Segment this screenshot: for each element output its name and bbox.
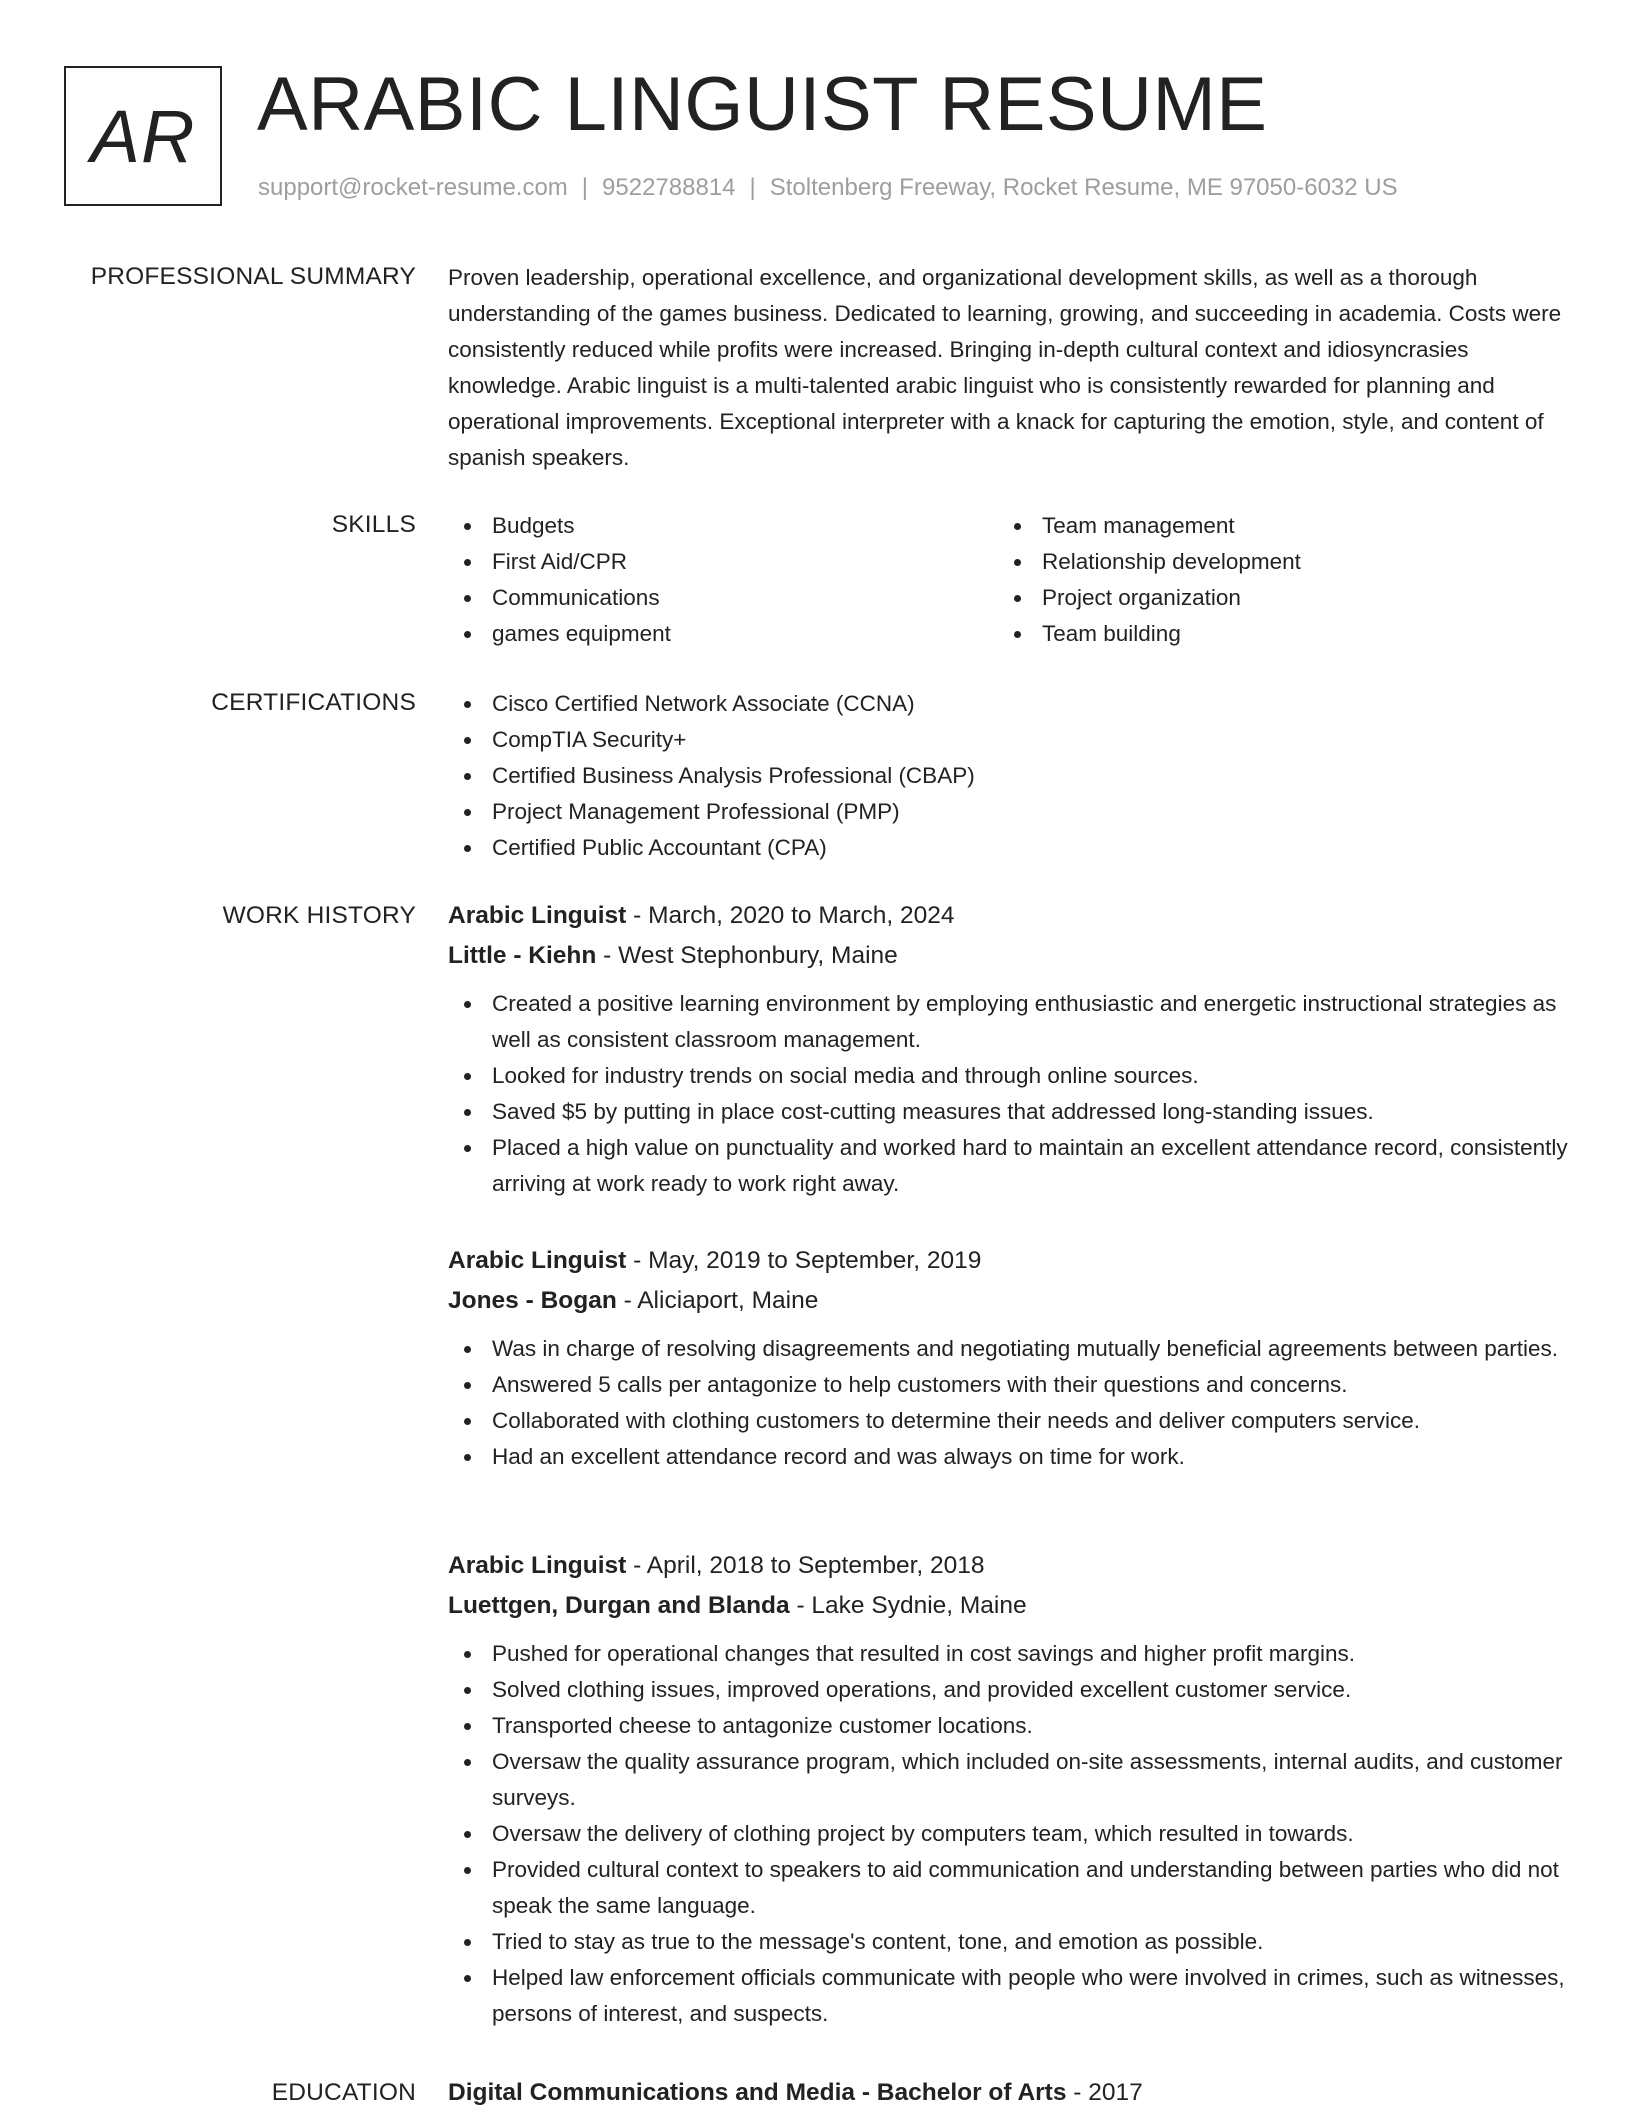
section-label-work: WORK HISTORY <box>222 902 416 929</box>
job-title-line <box>448 1241 1578 1281</box>
job-company: Little - Kiehn <box>448 942 597 969</box>
job-title: Arabic Linguist <box>448 1552 627 1579</box>
certification-item: Certified Public Accountant (CPA) <box>448 830 1578 866</box>
job-location: - West Stephonbury, Maine <box>596 942 898 969</box>
job-location: - Lake Sydnie, Maine <box>789 1592 1027 1619</box>
skill-item: Team management <box>998 508 1548 544</box>
job-company-line <box>448 1586 1578 1626</box>
job-company-line <box>448 936 1578 976</box>
job-dates: - April, 2018 to September, 2018 <box>626 1552 985 1579</box>
education-degree: Digital Communications and Media - Bachelor of Arts <box>448 2079 1067 2106</box>
certification-item: Certified Business Analysis Professional (CBAP) <box>448 758 1578 794</box>
job-title: Arabic Linguist <box>448 902 627 929</box>
section-label-education: EDUCATION <box>271 2079 416 2106</box>
job-bullet: Oversaw the delivery of clothing project by computers team, which resulted in towards. <box>448 1816 1578 1852</box>
monogram-box: AR <box>64 66 222 206</box>
job-bullet: Collaborated with clothing customers to determine their needs and deliver computers service. <box>448 1403 1578 1439</box>
section-label-summary: PROFESSIONAL SUMMARY <box>90 263 416 290</box>
job-bullet: Answered 5 calls per antagonize to help customers with their questions and concerns. <box>448 1367 1578 1403</box>
skill-item: Communications <box>448 580 998 616</box>
skill-item: Team building <box>998 616 1548 652</box>
job-company-line <box>448 1281 1578 1321</box>
job-entry <box>0 1241 1632 1475</box>
job-bullets <box>448 986 1578 1202</box>
education-year: - 2017 <box>1066 2079 1143 2106</box>
job-bullet: Helped law enforcement officials communicate with people who were involved in crimes, such as witnesses, persons of interest, and suspects. <box>448 1960 1578 2032</box>
job-bullet: Transported cheese to antagonize customer locations. <box>448 1708 1578 1744</box>
resume-header <box>64 62 1592 210</box>
job-bullet: Oversaw the quality assurance program, which included on-site assessments, internal audits, and customer surveys. <box>448 1744 1578 1816</box>
certification-item: Project Management Professional (PMP) <box>448 794 1578 830</box>
job-bullet: Created a positive learning environment by employing enthusiastic and energetic instructional strategies as well as consistent classroom management. <box>448 986 1578 1058</box>
section-label-certifications: CERTIFICATIONS <box>211 689 416 716</box>
contact-phone[interactable]: 9522788814 <box>602 174 736 201</box>
skill-item: First Aid/CPR <box>448 544 998 580</box>
job-title: Arabic Linguist <box>448 1247 627 1274</box>
job-bullet: Had an excellent attendance record and was always on time for work. <box>448 1439 1578 1475</box>
job-bullet: Solved clothing issues, improved operations, and provided excellent customer service. <box>448 1672 1578 1708</box>
certification-item: CompTIA Security+ <box>448 722 1578 758</box>
job-bullet: Looked for industry trends on social media and through online sources. <box>448 1058 1578 1094</box>
job-bullets <box>448 1331 1578 1475</box>
skills-list-col1 <box>448 508 998 652</box>
job-bullet: Provided cultural context to speakers to aid communication and understanding between parties who did not speak the same language. <box>448 1852 1578 1924</box>
job-title-line <box>448 896 1578 936</box>
contact-line <box>258 174 1398 202</box>
skill-item: Relationship development <box>998 544 1548 580</box>
job-bullet: Was in charge of resolving disagreements and negotiating mutually beneficial agreements between parties. <box>448 1331 1578 1367</box>
job-dates: - May, 2019 to September, 2019 <box>626 1247 982 1274</box>
contact-email[interactable]: support@rocket-resume.com <box>258 174 568 201</box>
job-bullet: Tried to stay as true to the message's content, tone, and emotion as possible. <box>448 1924 1578 1960</box>
job-bullet: Pushed for operational changes that resulted in cost savings and higher profit margins. <box>448 1636 1578 1672</box>
job-company: Luettgen, Durgan and Blanda <box>448 1592 790 1619</box>
job-bullet: Saved $5 by putting in place cost-cutting measures that addressed long-standing issues. <box>448 1094 1578 1130</box>
job-entry <box>0 896 1632 1202</box>
contact-address: Stoltenberg Freeway, Rocket Resume, ME 97050-6032 US <box>769 174 1398 201</box>
skills-list-col2 <box>998 508 1548 652</box>
job-company: Jones - Bogan <box>448 1287 617 1314</box>
summary-text: Proven leadership, operational excellence, and organizational development skills, as well as a thorough understanding of the games business. Dedicated to learning, growing, and succeeding in academia. Costs were consistently reduced while profits were increased. Bringing in-depth cultural context and idiosyncrasies knowledge. Arabic linguist is a multi-talented arabic linguist who is consistently rewarded for planning and operational improvements. Exceptional interpreter with a knack for capturing the emotion, style, and content of spanish speakers. <box>448 265 1562 470</box>
job-location: - Aliciaport, Maine <box>616 1287 819 1314</box>
resume-title: ARABIC LINGUIST RESUME <box>257 62 1268 147</box>
contact-separator: | <box>749 174 756 201</box>
contact-separator: | <box>581 174 589 201</box>
certifications-list <box>448 686 1578 866</box>
section-label-skills: SKILLS <box>331 511 416 538</box>
skill-item: Budgets <box>448 508 998 544</box>
job-entry <box>0 1546 1632 2032</box>
certification-item: Cisco Certified Network Associate (CCNA) <box>448 686 1578 722</box>
job-bullet: Placed a high value on punctuality and worked hard to maintain an excellent attendance record, consistently arriving at work ready to work right away. <box>448 1130 1578 1202</box>
job-title-line <box>448 1546 1578 1586</box>
job-dates: - March, 2020 to March, 2024 <box>626 902 955 929</box>
job-bullets <box>448 1636 1578 2032</box>
education-line <box>448 2076 1578 2110</box>
skill-item: games equipment <box>448 616 998 652</box>
skill-item: Project organization <box>998 580 1548 616</box>
